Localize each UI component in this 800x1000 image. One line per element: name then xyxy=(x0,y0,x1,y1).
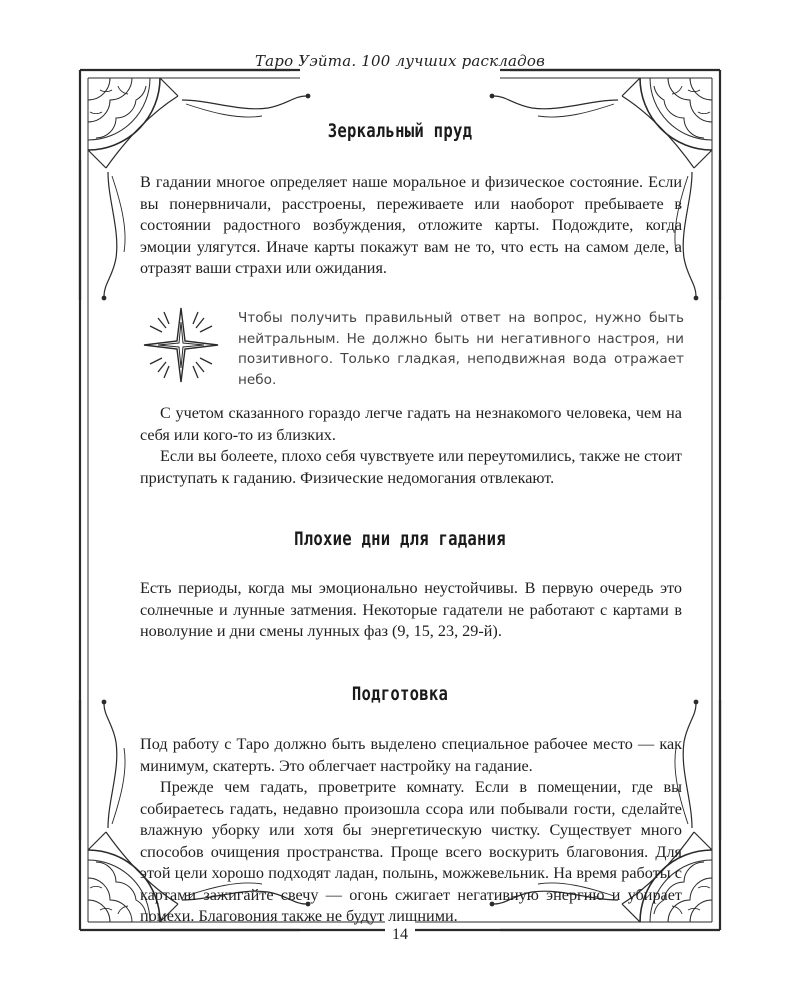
section-title-bad-days: Плохие дни для гадания xyxy=(294,528,506,550)
section-title-mirror-pond: Зеркальный пруд xyxy=(327,120,473,142)
sparkle-star-icon xyxy=(136,300,226,390)
section-title-preparation: Подготовка xyxy=(351,683,449,705)
paragraph: Под работу с Таро должно быть выделено специальное рабочее место — как минимум, скатерть. Это облегчает настройку на гадание. xyxy=(140,735,682,775)
paragraph: Если вы болеете, плохо себя чувствуете или переутомились, также не стоит приступать к гаданию. Физические недомогания отвлекают. xyxy=(140,447,682,487)
running-head: Таро Уэйта. 100 лучших раскладов xyxy=(254,52,546,70)
paragraph: Прежде чем гадать, проветрите комнату. Если в помещении, где вы собираетесь гадать, недавно произошла ссора или побывали гости, сделайте влажную уборку или хотя бы энергетическую чистку. Существует много способов очищения пространства. Проще всего воскурить благовония. Для этой цели хорошо подходят ладан, полынь, можжевельник. На время работы с картами зажигайте свечу — огонь сжигает негативную энергию и убирает помехи. Благовония также не будут лишними. xyxy=(140,778,682,925)
paragraph: В гадании многое определяет наше моральное и физическое состояние. Если вы понервничали, расстроены, переживаете или наоборот пребываете в состоянии радостного возбуждения, отложите карты. Подождите, когда эмоции улягутся. Иначе карты покажут вам не то, что есть на самом деле, а отразят ваши страхи или ожидания. xyxy=(140,173,682,277)
paragraph: С учетом сказанного гораздо легче гадать на незнакомого человека, чем на себя или кого-то из близких. xyxy=(140,404,682,444)
side-note: Чтобы получить правильный ответ на вопрос, нужно быть нейтральным. Не должно быть ни негативного настроя, ни позитивного. Только гладкая, неподвижная вода отражает небо. xyxy=(238,310,684,388)
page-number: 14 xyxy=(392,926,408,943)
paragraph: Есть периоды, когда мы эмоционально неустойчивы. В первую очередь это солнечные и лунные затмения. Некоторые гадатели не работают с картами в новолуние и дни смены лунных фаз (9, 15, 23, 29-й). xyxy=(140,579,682,640)
